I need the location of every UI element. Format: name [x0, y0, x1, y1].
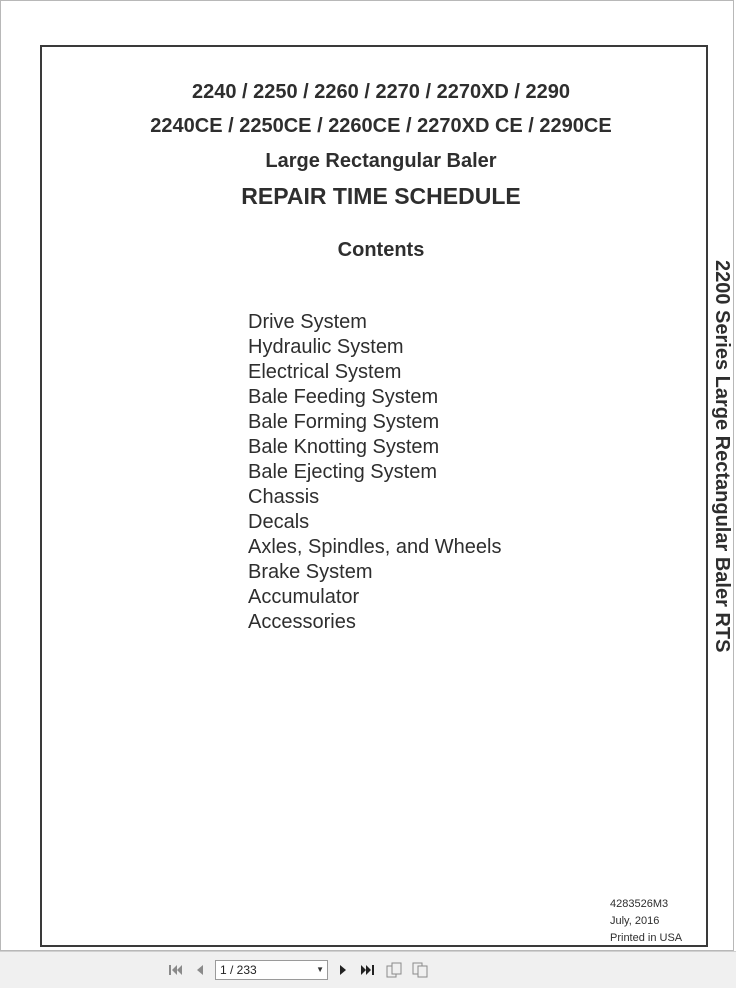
contents-item: Chassis — [248, 486, 320, 508]
viewer-toolbar — [0, 951, 736, 988]
document-footer — [610, 896, 682, 947]
side-title — [710, 260, 734, 680]
contents-item: Bale Knotting System — [248, 436, 440, 458]
chevron-down-icon: ▼ — [316, 965, 324, 974]
contents-item: Accumulator — [248, 586, 360, 608]
models-line-2: 2240CE / 2250CE / 2260CE / 2270XD CE / 2290CE — [150, 115, 612, 137]
product-name: Large Rectangular Baler — [265, 150, 497, 172]
first-page-icon[interactable] — [168, 962, 184, 978]
previous-page-icon[interactable] — [192, 962, 208, 978]
single-page-view-icon[interactable] — [386, 962, 402, 978]
contents-item: Decals — [248, 511, 310, 533]
two-page-view-icon[interactable] — [412, 962, 428, 978]
page-indicator: 1 / 233 — [220, 963, 257, 977]
contents-item: Electrical System — [248, 361, 402, 383]
print-date: July, 2016 — [610, 915, 660, 927]
contents-item: Axles, Spindles, and Wheels — [248, 536, 502, 558]
contents-item: Bale Forming System — [248, 411, 440, 433]
contents-item: Drive System — [248, 311, 367, 333]
contents-item: Accessories — [248, 611, 356, 633]
contents-item: Bale Ejecting System — [248, 461, 437, 483]
next-page-icon[interactable] — [335, 962, 351, 978]
document-title: REPAIR TIME SCHEDULE — [241, 183, 521, 209]
contents-item: Brake System — [248, 561, 373, 583]
printed-location: Printed in USA — [610, 932, 683, 944]
contents-item: Bale Feeding System — [248, 386, 439, 408]
contents-heading: Contents — [337, 239, 425, 261]
last-page-icon[interactable] — [359, 962, 375, 978]
models-line-1: 2240 / 2250 / 2260 / 2270 / 2270XD / 2290 — [191, 81, 571, 103]
part-number: 4283526M3 — [610, 898, 669, 910]
contents-list — [248, 310, 501, 635]
page-number-select[interactable] — [215, 960, 328, 980]
contents-item: Hydraulic System — [248, 336, 404, 358]
side-title-text: 2200 Series Large Rectangular Baler RTS — [711, 260, 733, 653]
